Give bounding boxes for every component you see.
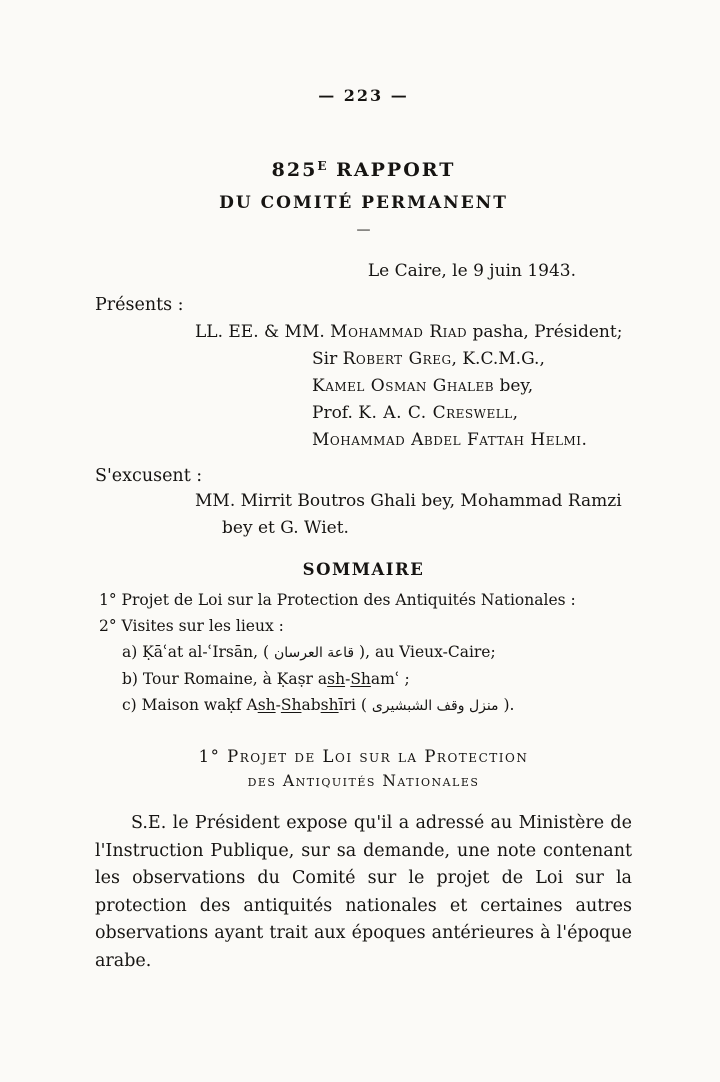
item-c-underlined: sh	[320, 696, 339, 714]
attendee-suffix: bey,	[494, 376, 534, 396]
sommaire-item-c	[122, 692, 632, 719]
sommaire-item-b	[122, 666, 632, 692]
report-title-number: 825	[271, 159, 318, 181]
report-title	[95, 159, 632, 181]
attendee-prefix: Prof.	[312, 403, 359, 423]
body-paragraph: S.E. le Président expose qu'il a adressé au Ministère de l'Instruction Publique, sur sa demande, une note contenant les observations du Comité sur le projet de Loi sur la protection des antiquités nationales et certaines autres observations ayant trait aux époques antérieures à l'époque arabe.	[95, 813, 632, 971]
item-c-text: c) Maison waḳf A	[122, 696, 258, 714]
attendee-suffix: , K.C.M.G.,	[451, 349, 545, 369]
attendee-name: K. A. C. Creswell	[358, 403, 513, 423]
sommaire-list	[95, 587, 632, 719]
sommaire-heading: SOMMAIRE	[302, 560, 425, 579]
report-title-ordinal: E	[317, 159, 328, 173]
excused-line: bey et G. Wiet.	[222, 518, 349, 538]
sommaire-item-a	[122, 639, 632, 666]
item-b-underlined: sh	[327, 670, 346, 688]
item-c-text: īri (	[338, 696, 372, 714]
attendee-name: Robert Greg	[342, 349, 452, 369]
attendee-prefix: LL. EE. & MM.	[195, 322, 331, 342]
section-heading-line1: 1° Projet de Loi sur la Protection	[198, 747, 529, 766]
excuses-label: S'excusent :	[95, 466, 203, 486]
item-c-text: ab	[301, 696, 321, 714]
attendee-prefix: Sir	[312, 349, 343, 369]
attendee-line	[312, 400, 632, 427]
excused-line: MM. Mirrit Boutros Ghali bey, Mohammad Ramzi	[195, 491, 622, 511]
attendee-line	[312, 346, 632, 373]
item-a-arabic: قاعة العرسان	[273, 645, 355, 661]
attendee-line	[195, 319, 632, 346]
presents-label: Présents :	[95, 295, 184, 315]
item-a-tail: ), au Vieux-Caire;	[354, 643, 496, 661]
attendee-suffix: .	[581, 430, 587, 450]
attendee-name: Kamel Osman Ghaleb	[312, 376, 495, 396]
dateline: Le Caire, le 9 juin 1943.	[367, 261, 576, 281]
divider-dash: —	[356, 222, 371, 238]
item-c-tail: ).	[498, 696, 515, 714]
page-content	[95, 0, 632, 975]
item-b-underlined: Sh	[350, 670, 371, 688]
attendee-name: Mohammad Riad	[330, 322, 468, 342]
item-c-underlined: sh	[257, 696, 276, 714]
section-heading-line2: des Antiquités Nationales	[247, 772, 480, 790]
item-b-text: -	[345, 670, 351, 688]
item-b-text: b) Tour Romaine, à Ḳaṣr a	[122, 670, 328, 688]
item-c-underlined: Sh	[280, 696, 302, 714]
item-a-text: a) Ḳāʿat al-ʿIrsān, (	[122, 643, 274, 661]
page-number: — 223 —	[318, 86, 409, 105]
report-subtitle: DU COMITÉ PERMANENT	[219, 193, 508, 213]
attendee-line	[312, 373, 632, 400]
attendee-line	[312, 427, 632, 454]
sommaire-item-1: 1° Projet de Loi sur la Protection des Antiquités Nationales :	[99, 591, 576, 609]
item-c-arabic: منزل وقف الشبشيرى	[371, 698, 499, 714]
attendee-suffix: ,	[512, 403, 519, 423]
attendee-name: Mohammad Abdel Fattah Helmi	[312, 430, 582, 450]
item-b-tail: amʿ ;	[370, 670, 410, 688]
sommaire-item-2: 2° Visites sur les lieux :	[99, 617, 284, 635]
attendee-list	[195, 319, 632, 454]
attendee-suffix: pasha, Président;	[467, 322, 623, 342]
excused-list	[195, 488, 632, 542]
report-title-text: RAPPORT	[327, 159, 456, 181]
item-c-text: -	[275, 696, 281, 714]
